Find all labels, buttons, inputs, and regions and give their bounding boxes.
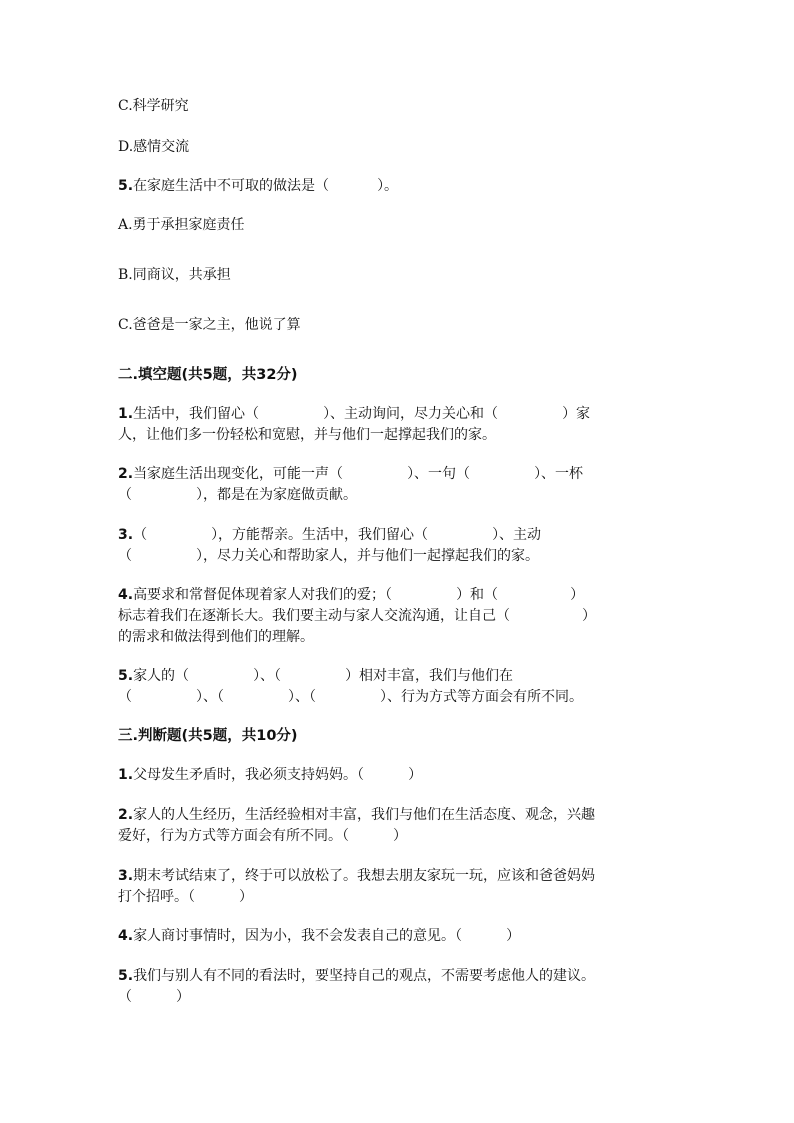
judge-question-1: 1.父母发生矛盾时，我必须支持妈妈。（ ） <box>118 767 423 783</box>
section-title: 三.判断题(共5题，共10分) <box>118 728 298 744</box>
fill-question-5-line-2: （ ）、（ ）、（ ）、行为方式等方面会有所不同。 <box>118 689 583 705</box>
fill-question-4-line-3: 的需求和做法得到他们的理解。 <box>118 629 314 645</box>
option-c: C.科学研究 <box>118 98 189 114</box>
fill-question-5: 5.家人的（ ）、（ ）相对丰富，我们与他们在 <box>118 668 514 684</box>
judge-question-5-line-2: （ ） <box>118 989 190 1005</box>
fill-question-1: 1.生活中，我们留心（ ）、主动询问，尽力关心和（ ）家 <box>118 406 591 422</box>
fill-question-2-line-2: （ ），都是在为家庭做贡献。 <box>118 487 357 503</box>
question-5-stem: 5.在家庭生活中不可取的做法是（ ）。 <box>118 178 399 194</box>
judge-question-4: 4.家人商讨事情时，因为小，我不会发表自己的意见。（ ） <box>118 928 521 944</box>
fill-question-3-line-2: （ ），尽力关心和帮助家人，并与他们一起撑起我们的家。 <box>118 548 539 564</box>
judge-question-5: 5.我们与别人有不同的看法时，要坚持自己的观点，不需要考虑他人的建议。 <box>118 968 596 984</box>
judge-question-3-line-2: 打个招呼。（ ） <box>118 889 253 905</box>
option-c: C.爸爸是一家之主，他说了算 <box>118 317 301 333</box>
option-b: B.同商议，共承担 <box>118 267 231 283</box>
fill-question-2: 2.当家庭生活出现变化，可能一声（ ）、一句（ ）、一杯 <box>118 466 584 482</box>
fill-question-4-line-2: 标志着我们在逐渐长大。我们要主动与家人交流沟通，让自己（ ） <box>118 608 596 624</box>
judge-question-2: 2.家人的人生经历，生活经验相对丰富，我们与他们在生活态度、观念，兴趣 <box>118 807 596 823</box>
fill-question-4: 4.高要求和常督促体现着家人对我们的爱；（ ）和（ ） <box>118 587 585 603</box>
judge-question-3: 3.期末考试结束了，终于可以放松了。我想去朋友家玩一玩，应该和爸爸妈妈 <box>118 868 596 884</box>
section-title: 二.填空题(共5题，共32分) <box>118 367 298 383</box>
option-d: D.感情交流 <box>118 139 190 155</box>
fill-question-3: 3.（ ），方能帮亲。生活中，我们留心（ ）、主动 <box>118 527 542 543</box>
judge-question-2-line-2: 爱好，行为方式等方面会有所不同。（ ） <box>118 828 407 844</box>
fill-question-1-line-2: 人，让他们多一份轻松和宽慰，并与他们一起撑起我们的家。 <box>118 427 496 443</box>
option-a: A.勇于承担家庭责任 <box>118 217 245 233</box>
